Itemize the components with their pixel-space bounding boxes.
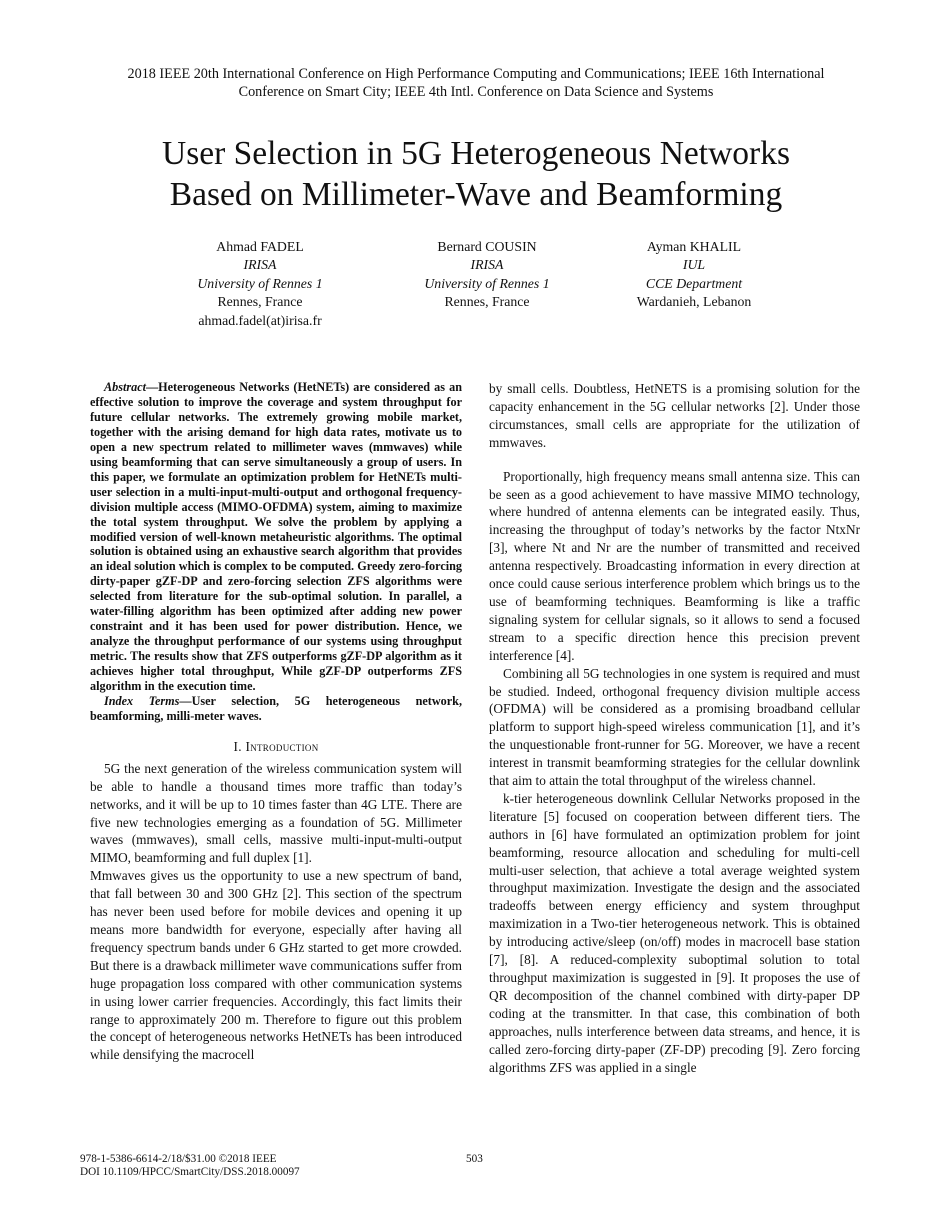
abstract-text: —Heterogeneous Networks (HetNETs) are considered as an effective solution to improve the coverage and system throughput for future cellular networks. The extremely growing mobile market, together with the arising demand for high data rates, motivate us to open a new spectrum related to millimeter waves (mmwaves) while using beamforming that can serve simultaneously a group of users. In this paper, we formulate an optimization problem for HetNETs multi-user selection in a multi-input-multi-output and orthogonal frequency-division multiple access (MIMO-OFDMA) system, aiming to maximize the total system throughput. We solve the problem by applying a modified version of well-known metaheuristic algorithms. The optimal solution is obtained using an exhaustive search algorithm that provides an ideal solution which is complex to be computed. Greedy zero-forcing dirty-paper gZF-DP and zero-forcing selection ZFS algorithms were selected from literature for the sub-optimal solution. In parallel, a water-filling algorithm has been optimized after adding new power constraint and it has been used for power distribution. Hence, we analyze the throughput performance of our systems using throughput metric. The results show that ZFS outperforms gZF-DP algorithm as it achieves higher total throughput, While gZF-DP outperforms ZFS algorithm in the execution time. [90, 380, 462, 694]
paragraph-2: Mmwaves gives us the opportunity to use a new spectrum of band, that fall between 30 and 300 GHz [2]. This section of the spectrum has never been used before for mobile devices and opening it up means more bandwidth for everyone, especially after having all frequency spectrum bands under 6 GHz started to get more crowded. But there is a drawback millimeter wave communications suffer from huge propagation loss compared with other communication systems in using lower carrier frequencies. Accordingly, this fact limits their range to approximately 200 m. Therefore to figure out this problem the concept of heterogeneous networks HetNETs has been introduced while densifying the macrocell [90, 868, 462, 1063]
author-location: Rennes, France [444, 294, 530, 310]
author-university: University of Rennes 1 [197, 275, 323, 291]
author-email: ahmad.fadel(at)irisa.fr [198, 312, 322, 328]
title-line-1: User Selection in 5G Heterogeneous Networks [162, 135, 790, 172]
paper-title [60, 133, 892, 215]
author-location: Rennes, France [217, 294, 303, 310]
index-terms-text: —User selection, 5G heterogeneous network, beamforming, milli-meter waves. [90, 694, 462, 723]
index-terms-label: Index Terms [104, 694, 180, 709]
footer-doi: DOI 10.1109/HPCC/SmartCity/DSS.2018.00097 [80, 1166, 300, 1178]
conference-header [60, 66, 892, 101]
author-block-3 [574, 238, 814, 312]
author-block-1 [140, 238, 380, 330]
author-location: Wardanieh, Lebanon [636, 294, 752, 310]
paragraph-3: by small cells. Doubtless, HetNETS is a promising solution for the capacity enhancement in the 5G cellular networks [2]. Under those circumstances, small cells are appropriate for the utilization of mmwaves. [489, 381, 860, 450]
right-column [489, 380, 860, 1076]
index-terms [90, 694, 462, 724]
author-name: Bernard COUSIN [437, 239, 537, 254]
footer-copyright [80, 1153, 300, 1179]
left-column [90, 380, 462, 1064]
section-title: Introduction [245, 738, 319, 754]
section-number: I. [233, 738, 246, 754]
conference-line-2: Conference on Smart City; IEEE 4th Intl. Conference on Data Science and Systems [238, 83, 714, 100]
conference-line-1: 2018 IEEE 20th International Conference on High Performance Computing and Communications; IEEE 16th International [127, 66, 825, 82]
paragraph-5: Combining all 5G technologies in one system is required and must be studied. Indeed, orthogonal frequency division multiple access (OFDMA) will be considered as a promising broadband cellular platform to support high-speed wireless communication [1], and it’s the unquestionable front-runner for 5G. Moreover, we have a recent interest in transmit beamforming strategies for the cellular downlink that aim to attain the total throughput of the wireless channel. [489, 665, 860, 789]
abstract [90, 380, 462, 694]
author-block-2 [367, 238, 607, 312]
paragraph-6: k-tier heterogeneous downlink Cellular Networks proposed in the literature [5] focused on cooperation between different tiers. The authors in [6] have formulated an optimization problem for joint beamforming, resource allocation and scheduling for multi-cell multi-user selection, that achieve a total average weighted system throughput maximization. Investigate the design and the associated tradeoffs between energy efficiency and system throughput maximization in a Two-tier heterogeneous network. This is obtained by introducing active/sleep (on/off) modes in macrocell base station [7], [8]. A reduced-complexity suboptimal solution to total throughput maximization is suggested in [9]. It proposes the use of QR decomposition of the channel combined with dirty-paper DP coding at the transmitter. In that case, this combination of both approaches, nulls interference between data streams, and hence, it is called zero-forcing dirty-paper (ZF-DP) precoding [9]. Zero forcing algorithms ZFS was applied in a single [489, 790, 860, 1075]
author-university: CCE Department [645, 275, 743, 291]
author-name: Ayman KHALIL [646, 239, 742, 254]
section-heading [90, 738, 462, 756]
author-name: Ahmad FADEL [216, 239, 304, 254]
paragraph-4: Proportionally, high frequency means small antenna size. This can be seen as a good achievement to have massive MIMO technology, where hundred of antenna elements can be integrated easily. Thus, increasing the throughput of today’s networks by the factor NtxNr [3], where Nt and Nr are the number of transmitted and received antenna respectively. Broadcasting information in every direction at once could cause serious interference problem which brings us to the use of beamforming techniques. Beamforming is like a traffic signaling system for cellular signals, so it allows to send a focused stream to a specific direction hence this precision prevent interference [4]. [489, 468, 860, 663]
author-lab: IRISA [243, 257, 277, 273]
title-line-2: Based on Millimeter-Wave and Beamforming [169, 176, 783, 213]
abstract-label: Abstract [104, 380, 146, 394]
author-lab: IUL [682, 257, 706, 273]
author-university: University of Rennes 1 [424, 275, 550, 291]
footer-isbn: 978-1-5386-6614-2/18/$31.00 ©2018 IEEE [80, 1153, 277, 1165]
author-lab: IRISA [470, 257, 504, 273]
page-number: 503 [466, 1153, 483, 1165]
paragraph-1: 5G the next generation of the wireless communication system will be able to handle a thousand times more traffic than today’s networks, and it will be up to 10 times faster than 4G LTE. There are five new technologies emerging as a foundation of 5G. Millimeter waves (mmwaves), small cells, massive multi-input-multi-output MIMO, beamforming and full duplex [1]. [90, 760, 462, 866]
